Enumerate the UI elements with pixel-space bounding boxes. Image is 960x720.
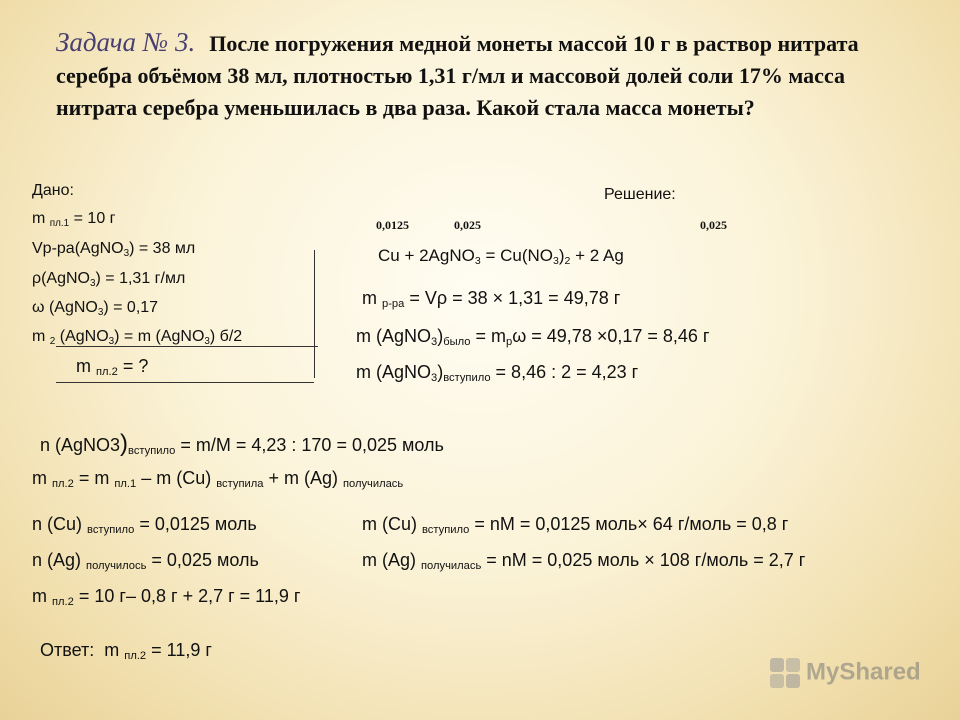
solution-header: Решение: bbox=[604, 186, 676, 203]
answer-label: Ответ: bbox=[40, 640, 95, 660]
coefficient-cu: 0,0125 bbox=[376, 218, 409, 232]
watermark: MyShared bbox=[768, 656, 921, 690]
given-underline bbox=[56, 346, 318, 347]
given-find: m $_{пл.2}$ = ? bbox=[76, 356, 149, 379]
step-salt-mass-reacted: m $(AgNO_3)_{вступило} = 8,46$ : 2 = 4,23 г bbox=[356, 362, 639, 385]
step-mass-ag: m (Ag) $_{получилась}$ = nM = 0,025 моль × 108 г/моль = 2,7 г bbox=[362, 550, 806, 573]
answer: Ответ: m $_{пл.2}$ = 11,9 г bbox=[40, 640, 212, 663]
task-text: После погружения медной монеты массой 10 г в раствор нитрата серебра объёмом 38 мл, плотностью 1,31 г/мл и массовой долей соли 17% масса нитрата серебра уменьшилась в два раза. Какой стала масса монеты? bbox=[56, 31, 859, 120]
step-salt-mass-initial: m $(AgNO_3)_{было} = m_р\omega = 49,78 \times 0,17 = 8,46$ г bbox=[356, 326, 710, 349]
given-mass-ratio: m $_2$ (AgNO$_3$) = m (AgNO$_3$) б/2 bbox=[32, 328, 243, 347]
coefficient-agno3: 0,025 bbox=[454, 218, 481, 232]
step-moles-cu: n (Cu) $_{вступило}$ = 0,0125 моль bbox=[32, 514, 257, 537]
coefficient-ag: 0,025 bbox=[700, 218, 727, 232]
step-final-mass: m $_{пл.2}$ = 10 г– 0,8 г + 2,7 г = 11,9 г bbox=[32, 586, 301, 609]
step-mass-balance: m $_{пл.2}$ = m $_{пл.1}$ – m (Cu) $_{вступила}$ + m (Ag) $_{получилась}$ bbox=[32, 468, 404, 491]
given-density: ρ(AgNO$_3$) = 1,31 г/мл bbox=[32, 270, 186, 289]
step-solution-mass: m $_{р-ра}$ = Vρ = 38 × 1,31 = 49,78 г bbox=[362, 288, 621, 311]
given-header: Дано: bbox=[32, 182, 74, 199]
given-mass-fraction: ω (AgNO$_3$) = 0,17 bbox=[32, 299, 159, 318]
step-mass-cu: m (Cu) $_{вступило}$ = nM = 0,0125 моль× 64 г/моль = 0,8 г bbox=[362, 514, 789, 537]
given-volume: Vр-ра(AgNO$_3$) = 38 мл bbox=[32, 240, 196, 259]
step-moles-agno3: n $(AgNO3)_{вступило} = m/M = 4,23$ : 170 = 0,025 моль bbox=[40, 430, 444, 458]
given-divider bbox=[56, 382, 314, 383]
given-mass-coin: m $_{пл.1}$ = 10 г bbox=[32, 210, 116, 229]
given-bracket-line bbox=[314, 250, 315, 378]
step-moles-ag: n (Ag) $_{получилось}$ = 0,025 моль bbox=[32, 550, 259, 573]
task-title: Задача № 3. bbox=[56, 27, 196, 57]
task-statement bbox=[56, 26, 916, 124]
reaction-equation: Cu + 2AgNO$_3$ = $Cu(NO_3)_2 + 2$ Ag bbox=[378, 246, 624, 267]
myshared-logo-icon bbox=[768, 656, 802, 690]
